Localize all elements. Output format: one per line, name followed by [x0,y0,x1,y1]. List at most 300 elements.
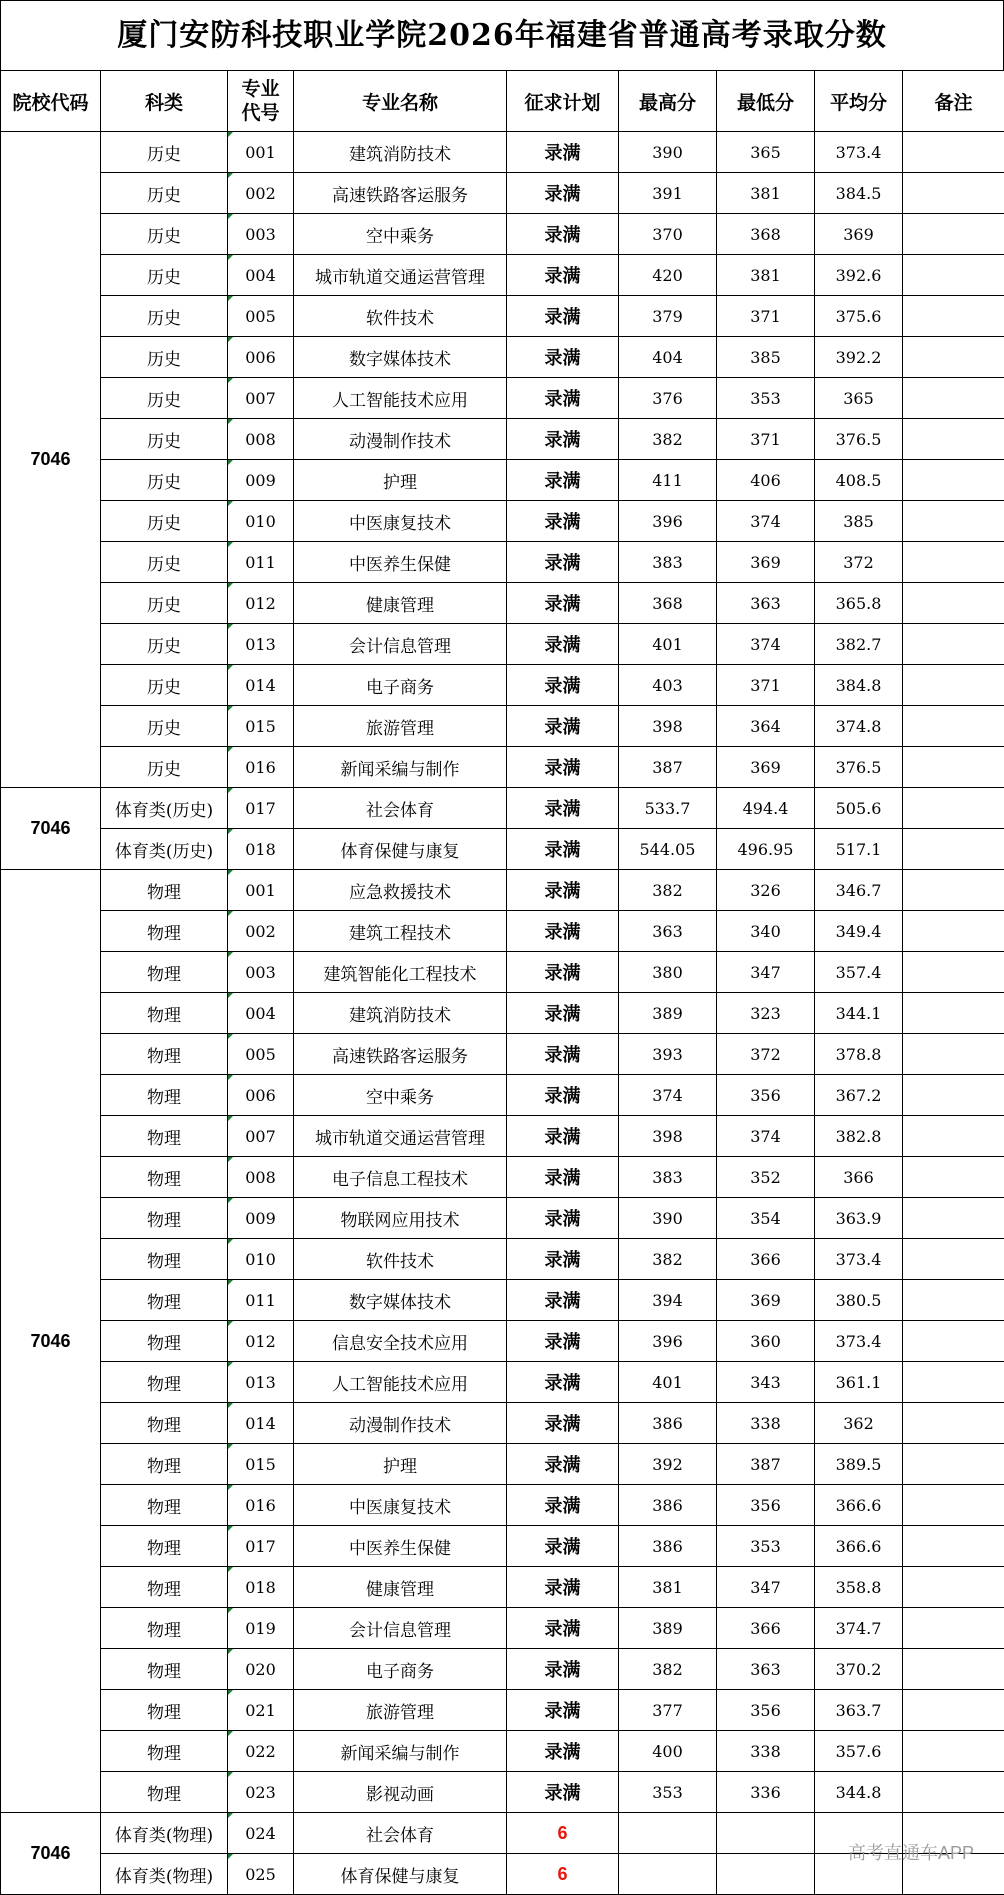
category-cell: 物理 [101,1772,228,1813]
avg-score-cell: 373.4 [815,1239,903,1280]
max-score-cell: 386 [619,1526,717,1567]
max-score-cell: 363 [619,911,717,952]
min-score-cell: 356 [717,1485,815,1526]
table-row [1,501,1004,542]
min-score-cell: 372 [717,1034,815,1075]
max-score-cell: 380 [619,952,717,993]
avg-score-cell: 367.2 [815,1075,903,1116]
plan-cell: 录满 [507,542,619,583]
major-code-cell: 020 [228,1649,294,1690]
max-score-cell: 398 [619,1116,717,1157]
note-cell [903,1403,1004,1444]
plan-cell: 录满 [507,1608,619,1649]
major-code-cell: 019 [228,1608,294,1649]
major-name-cell: 信息安全技术应用 [294,1321,507,1362]
min-score-cell: 347 [717,952,815,993]
table-row [1,583,1004,624]
major-code-cell: 012 [228,583,294,624]
category-cell: 历史 [101,706,228,747]
note-cell [903,1362,1004,1403]
category-cell: 物理 [101,1526,228,1567]
table-row [1,1731,1004,1772]
major-code-cell: 015 [228,1444,294,1485]
table-row [1,1280,1004,1321]
table-row [1,378,1004,419]
category-cell: 物理 [101,1321,228,1362]
min-score-cell: 371 [717,419,815,460]
category-cell: 历史 [101,460,228,501]
plan-cell: 录满 [507,1526,619,1567]
major-name-cell: 中医养生保健 [294,542,507,583]
category-cell: 历史 [101,665,228,706]
major-code-cell: 016 [228,747,294,788]
avg-score-cell: 365.8 [815,583,903,624]
school-code-cell: 7046 [1,132,101,788]
note-cell [903,1198,1004,1239]
note-cell [903,419,1004,460]
table-row [1,1649,1004,1690]
avg-score-cell: 372 [815,542,903,583]
header-note: 备注 [903,71,1004,132]
category-cell: 历史 [101,214,228,255]
plan-cell: 录满 [507,132,619,173]
major-code-cell: 009 [228,1198,294,1239]
major-name-cell: 中医康复技术 [294,501,507,542]
avg-score-cell: 382.7 [815,624,903,665]
table-body [1,132,1004,1895]
max-score-cell: 401 [619,624,717,665]
plan-cell: 录满 [507,747,619,788]
plan-cell: 录满 [507,952,619,993]
max-score-cell: 398 [619,706,717,747]
major-name-cell: 电子信息工程技术 [294,1157,507,1198]
min-score-cell: 496.95 [717,829,815,870]
major-code-cell: 021 [228,1690,294,1731]
major-code-cell: 005 [228,296,294,337]
plan-cell: 录满 [507,665,619,706]
major-code-cell: 001 [228,132,294,173]
plan-cell: 录满 [507,1731,619,1772]
table-row [1,255,1004,296]
max-score-cell: 404 [619,337,717,378]
page-title: 厦门安防科技职业学院2026年福建省普通高考录取分数 [0,0,1004,71]
plan-cell: 录满 [507,1075,619,1116]
major-code-cell: 008 [228,419,294,460]
max-score-cell: 376 [619,378,717,419]
plan-cell: 6 [507,1813,619,1854]
table-row [1,1608,1004,1649]
note-cell [903,1116,1004,1157]
major-name-cell: 新闻采编与制作 [294,747,507,788]
header-min-score: 最低分 [717,71,815,132]
category-cell: 历史 [101,378,228,419]
min-score-cell: 347 [717,1567,815,1608]
max-score-cell: 374 [619,1075,717,1116]
min-score-cell: 354 [717,1198,815,1239]
category-cell: 物理 [101,1731,228,1772]
major-name-cell: 应急救援技术 [294,870,507,911]
major-code-cell: 013 [228,1362,294,1403]
min-score-cell: 356 [717,1690,815,1731]
table-row [1,1034,1004,1075]
note-cell [903,788,1004,829]
max-score-cell: 379 [619,296,717,337]
major-code-cell: 006 [228,1075,294,1116]
max-score-cell: 382 [619,419,717,460]
plan-cell: 录满 [507,1485,619,1526]
category-cell: 物理 [101,952,228,993]
min-score-cell: 369 [717,747,815,788]
min-score-cell: 340 [717,911,815,952]
avg-score-cell: 358.8 [815,1567,903,1608]
table-row [1,1444,1004,1485]
note-cell [903,870,1004,911]
category-cell: 历史 [101,583,228,624]
plan-cell: 录满 [507,255,619,296]
note-cell [903,1690,1004,1731]
max-score-cell: 393 [619,1034,717,1075]
table-row [1,624,1004,665]
note-cell [903,542,1004,583]
max-score-cell: 370 [619,214,717,255]
category-cell: 物理 [101,1362,228,1403]
min-score-cell: 368 [717,214,815,255]
table-row [1,665,1004,706]
avg-score-cell: 389.5 [815,1444,903,1485]
major-code-cell: 010 [228,501,294,542]
major-code-cell: 010 [228,1239,294,1280]
major-code-cell: 003 [228,952,294,993]
min-score-cell: 323 [717,993,815,1034]
major-name-cell: 会计信息管理 [294,624,507,665]
note-cell [903,1034,1004,1075]
avg-score-cell: 376.5 [815,419,903,460]
table-row [1,460,1004,501]
min-score-cell: 352 [717,1157,815,1198]
plan-cell: 录满 [507,419,619,460]
plan-cell: 录满 [507,788,619,829]
max-score-cell: 394 [619,1280,717,1321]
plan-cell: 录满 [507,993,619,1034]
max-score-cell: 387 [619,747,717,788]
major-code-cell: 011 [228,542,294,583]
major-code-cell: 004 [228,993,294,1034]
plan-cell: 录满 [507,1403,619,1444]
min-score-cell: 366 [717,1608,815,1649]
major-name-cell: 空中乘务 [294,214,507,255]
category-cell: 体育类(物理) [101,1813,228,1854]
avg-score-cell: 374.7 [815,1608,903,1649]
major-code-cell: 018 [228,1567,294,1608]
plan-cell: 录满 [507,1198,619,1239]
plan-cell: 6 [507,1854,619,1895]
major-code-cell: 004 [228,255,294,296]
avg-score-cell: 357.6 [815,1731,903,1772]
plan-cell: 录满 [507,1649,619,1690]
table-row [1,829,1004,870]
max-score-cell: 392 [619,1444,717,1485]
note-cell [903,993,1004,1034]
max-score-cell: 382 [619,870,717,911]
major-name-cell: 会计信息管理 [294,1608,507,1649]
max-score-cell [619,1854,717,1895]
avg-score-cell: 366.6 [815,1485,903,1526]
header-avg-score: 平均分 [815,71,903,132]
header-max-score: 最高分 [619,71,717,132]
min-score-cell: 363 [717,583,815,624]
max-score-cell: 386 [619,1485,717,1526]
category-cell: 历史 [101,419,228,460]
major-code-cell: 014 [228,1403,294,1444]
avg-score-cell: 384.8 [815,665,903,706]
note-cell [903,1772,1004,1813]
category-cell: 历史 [101,296,228,337]
note-cell [903,1649,1004,1690]
table-row [1,1321,1004,1362]
max-score-cell: 353 [619,1772,717,1813]
plan-cell: 录满 [507,378,619,419]
major-code-cell: 025 [228,1854,294,1895]
major-name-cell: 体育保健与康复 [294,829,507,870]
table-row [1,788,1004,829]
major-code-cell: 002 [228,911,294,952]
table-row [1,1157,1004,1198]
note-cell [903,1485,1004,1526]
table-row [1,1772,1004,1813]
category-cell: 物理 [101,1403,228,1444]
major-name-cell: 建筑智能化工程技术 [294,952,507,993]
min-score-cell [717,1813,815,1854]
avg-score-cell: 357.4 [815,952,903,993]
plan-cell: 录满 [507,173,619,214]
avg-score-cell: 392.6 [815,255,903,296]
major-code-cell: 022 [228,1731,294,1772]
major-name-cell: 护理 [294,460,507,501]
note-cell [903,296,1004,337]
min-score-cell: 353 [717,1526,815,1567]
major-name-cell: 新闻采编与制作 [294,1731,507,1772]
note-cell [903,1280,1004,1321]
min-score-cell: 385 [717,337,815,378]
plan-cell: 录满 [507,460,619,501]
major-name-cell: 体育保健与康复 [294,1854,507,1895]
max-score-cell: 533.7 [619,788,717,829]
min-score-cell: 369 [717,1280,815,1321]
avg-score-cell: 505.6 [815,788,903,829]
max-score-cell: 377 [619,1690,717,1731]
min-score-cell: 365 [717,132,815,173]
plan-cell: 录满 [507,1280,619,1321]
max-score-cell: 381 [619,1567,717,1608]
plan-cell: 录满 [507,1362,619,1403]
plan-cell: 录满 [507,870,619,911]
plan-cell: 录满 [507,337,619,378]
max-score-cell: 391 [619,173,717,214]
table-row [1,1567,1004,1608]
major-code-cell: 024 [228,1813,294,1854]
note-cell [903,1567,1004,1608]
min-score-cell: 364 [717,706,815,747]
avg-score-cell: 385 [815,501,903,542]
school-code-cell: 7046 [1,1813,101,1895]
avg-score-cell: 349.4 [815,911,903,952]
note-cell [903,255,1004,296]
max-score-cell: 396 [619,1321,717,1362]
avg-score-cell: 378.8 [815,1034,903,1075]
major-code-cell: 001 [228,870,294,911]
header-major-code: 专业 代号 [228,71,294,132]
avg-score-cell: 392.2 [815,337,903,378]
table-row [1,296,1004,337]
major-code-cell: 013 [228,624,294,665]
major-code-cell: 003 [228,214,294,255]
table-row [1,706,1004,747]
major-name-cell: 数字媒体技术 [294,337,507,378]
table-row [1,1690,1004,1731]
note-cell [903,1608,1004,1649]
table-row [1,419,1004,460]
category-cell: 物理 [101,1075,228,1116]
avg-score-cell: 373.4 [815,1321,903,1362]
header-school-code: 院校代码 [1,71,101,132]
avg-score-cell: 375.6 [815,296,903,337]
major-name-cell: 数字媒体技术 [294,1280,507,1321]
header-category: 科类 [101,71,228,132]
note-cell [903,1239,1004,1280]
note-cell [903,1731,1004,1772]
plan-cell: 录满 [507,624,619,665]
major-name-cell: 电子商务 [294,665,507,706]
min-score-cell: 371 [717,665,815,706]
note-cell [903,829,1004,870]
major-code-cell: 017 [228,788,294,829]
major-code-cell: 008 [228,1157,294,1198]
table-row [1,1116,1004,1157]
category-cell: 物理 [101,911,228,952]
plan-cell: 录满 [507,706,619,747]
category-cell: 历史 [101,337,228,378]
category-cell: 历史 [101,501,228,542]
max-score-cell [619,1813,717,1854]
table-row [1,132,1004,173]
major-name-cell: 建筑消防技术 [294,132,507,173]
plan-cell: 录满 [507,1690,619,1731]
max-score-cell: 396 [619,501,717,542]
major-name-cell: 中医康复技术 [294,1485,507,1526]
plan-cell: 录满 [507,1157,619,1198]
min-score-cell: 374 [717,501,815,542]
major-name-cell: 电子商务 [294,1649,507,1690]
major-name-cell: 旅游管理 [294,706,507,747]
table-row [1,993,1004,1034]
table-row [1,747,1004,788]
category-cell: 物理 [101,1649,228,1690]
note-cell [903,665,1004,706]
note-cell [903,911,1004,952]
avg-score-cell: 363.7 [815,1690,903,1731]
admission-scores-table [0,70,1004,1895]
max-score-cell: 420 [619,255,717,296]
avg-score-cell: 346.7 [815,870,903,911]
note-cell [903,337,1004,378]
plan-cell: 录满 [507,501,619,542]
avg-score-cell: 363.9 [815,1198,903,1239]
min-score-cell: 369 [717,542,815,583]
note-cell [903,460,1004,501]
major-name-cell: 动漫制作技术 [294,419,507,460]
major-code-cell: 023 [228,1772,294,1813]
category-cell: 物理 [101,1690,228,1731]
table-row [1,1075,1004,1116]
major-name-cell: 高速铁路客运服务 [294,173,507,214]
major-code-cell: 007 [228,378,294,419]
plan-cell: 录满 [507,1116,619,1157]
major-code-cell: 011 [228,1280,294,1321]
table-row [1,1239,1004,1280]
watermark-text: 高考直通车APP [847,1843,974,1863]
header-row [1,71,1004,132]
major-name-cell: 城市轨道交通运营管理 [294,1116,507,1157]
major-name-cell: 建筑消防技术 [294,993,507,1034]
max-score-cell: 400 [619,1731,717,1772]
major-name-cell: 人工智能技术应用 [294,378,507,419]
min-score-cell: 360 [717,1321,815,1362]
max-score-cell: 386 [619,1403,717,1444]
table-row [1,870,1004,911]
major-name-cell: 高速铁路客运服务 [294,1034,507,1075]
plan-cell: 录满 [507,296,619,337]
major-code-cell: 018 [228,829,294,870]
category-cell: 体育类(历史) [101,788,228,829]
major-code-cell: 009 [228,460,294,501]
major-name-cell: 影视动画 [294,1772,507,1813]
max-score-cell: 544.05 [619,829,717,870]
plan-cell: 录满 [507,583,619,624]
table-row [1,542,1004,583]
category-cell: 体育类(历史) [101,829,228,870]
min-score-cell: 374 [717,1116,815,1157]
plan-cell: 录满 [507,1444,619,1485]
header-major-name: 专业名称 [294,71,507,132]
avg-score-cell: 365 [815,378,903,419]
category-cell: 物理 [101,1239,228,1280]
avg-score-cell: 376.5 [815,747,903,788]
note-cell [903,132,1004,173]
major-name-cell: 建筑工程技术 [294,911,507,952]
avg-score-cell: 373.4 [815,132,903,173]
note-cell [903,501,1004,542]
major-code-cell: 015 [228,706,294,747]
max-score-cell: 389 [619,1608,717,1649]
header-plan: 征求计划 [507,71,619,132]
note-cell [903,583,1004,624]
major-name-cell: 人工智能技术应用 [294,1362,507,1403]
min-score-cell: 374 [717,624,815,665]
note-cell [903,378,1004,419]
avg-score-cell: 384.5 [815,173,903,214]
avg-score-cell: 380.5 [815,1280,903,1321]
major-name-cell: 中医养生保健 [294,1526,507,1567]
avg-score-cell: 344.8 [815,1772,903,1813]
max-score-cell: 389 [619,993,717,1034]
max-score-cell: 390 [619,132,717,173]
plan-cell: 录满 [507,1772,619,1813]
category-cell: 物理 [101,1116,228,1157]
major-name-cell: 软件技术 [294,296,507,337]
min-score-cell: 371 [717,296,815,337]
table-row [1,1526,1004,1567]
avg-score-cell: 361.1 [815,1362,903,1403]
